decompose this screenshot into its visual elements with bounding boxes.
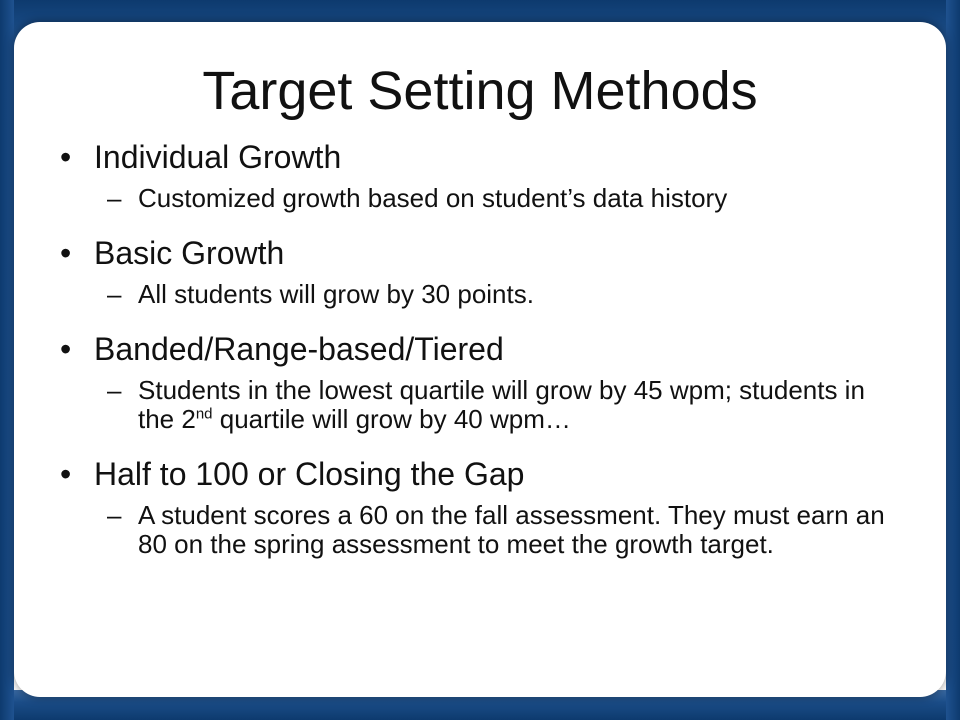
sub-bullet-marker: –: [107, 375, 122, 405]
bullet-basic-growth: [56, 233, 906, 273]
sub-bullet-text-end: quartile will grow by 40 wpm…: [212, 404, 571, 434]
bullet-marker: •: [60, 456, 72, 492]
bullet-closing-the-gap: [56, 454, 906, 494]
slide-title: Target Setting Methods: [202, 61, 758, 121]
bullet-label: Half to 100 or Closing the Gap: [94, 456, 525, 492]
sub-bullet-individual-growth: [56, 184, 906, 213]
sub-bullet-marker: –: [107, 279, 122, 309]
bullet-banded-tiered: [56, 329, 906, 369]
sub-bullet-marker: –: [107, 500, 122, 530]
sub-bullet-closing-the-gap: [56, 501, 906, 559]
bullet-marker: •: [60, 235, 72, 271]
bullet-marker: •: [60, 331, 72, 367]
frame-right-bar: [946, 0, 960, 720]
ordinal-suffix: nd: [195, 405, 213, 423]
bullet-marker: •: [60, 139, 72, 175]
sub-bullet-banded-tiered: [56, 376, 906, 434]
bullet-label: Basic Growth: [94, 235, 285, 271]
bullet-label: Banded/Range-based/Tiered: [94, 331, 504, 367]
sub-bullet-marker: –: [107, 183, 122, 213]
bullet-list: [56, 137, 906, 559]
sub-bullet-text-start: Students in the lowest quartile will grow by 45 wpm; students in the 2: [138, 375, 865, 434]
sub-bullet-text: Customized growth based on student’s data history: [138, 183, 728, 213]
sub-bullet-basic-growth: [56, 280, 906, 309]
bullet-individual-growth: [56, 137, 906, 177]
bullet-label: Individual Growth: [94, 139, 342, 175]
sub-bullet-text: All students will grow by 30 points.: [138, 279, 534, 309]
sub-bullet-text: A student scores a 60 on the fall assessment. They must earn an 80 on the spring assessment to meet the growth target.: [138, 500, 885, 559]
frame-left-bar: [0, 0, 14, 720]
